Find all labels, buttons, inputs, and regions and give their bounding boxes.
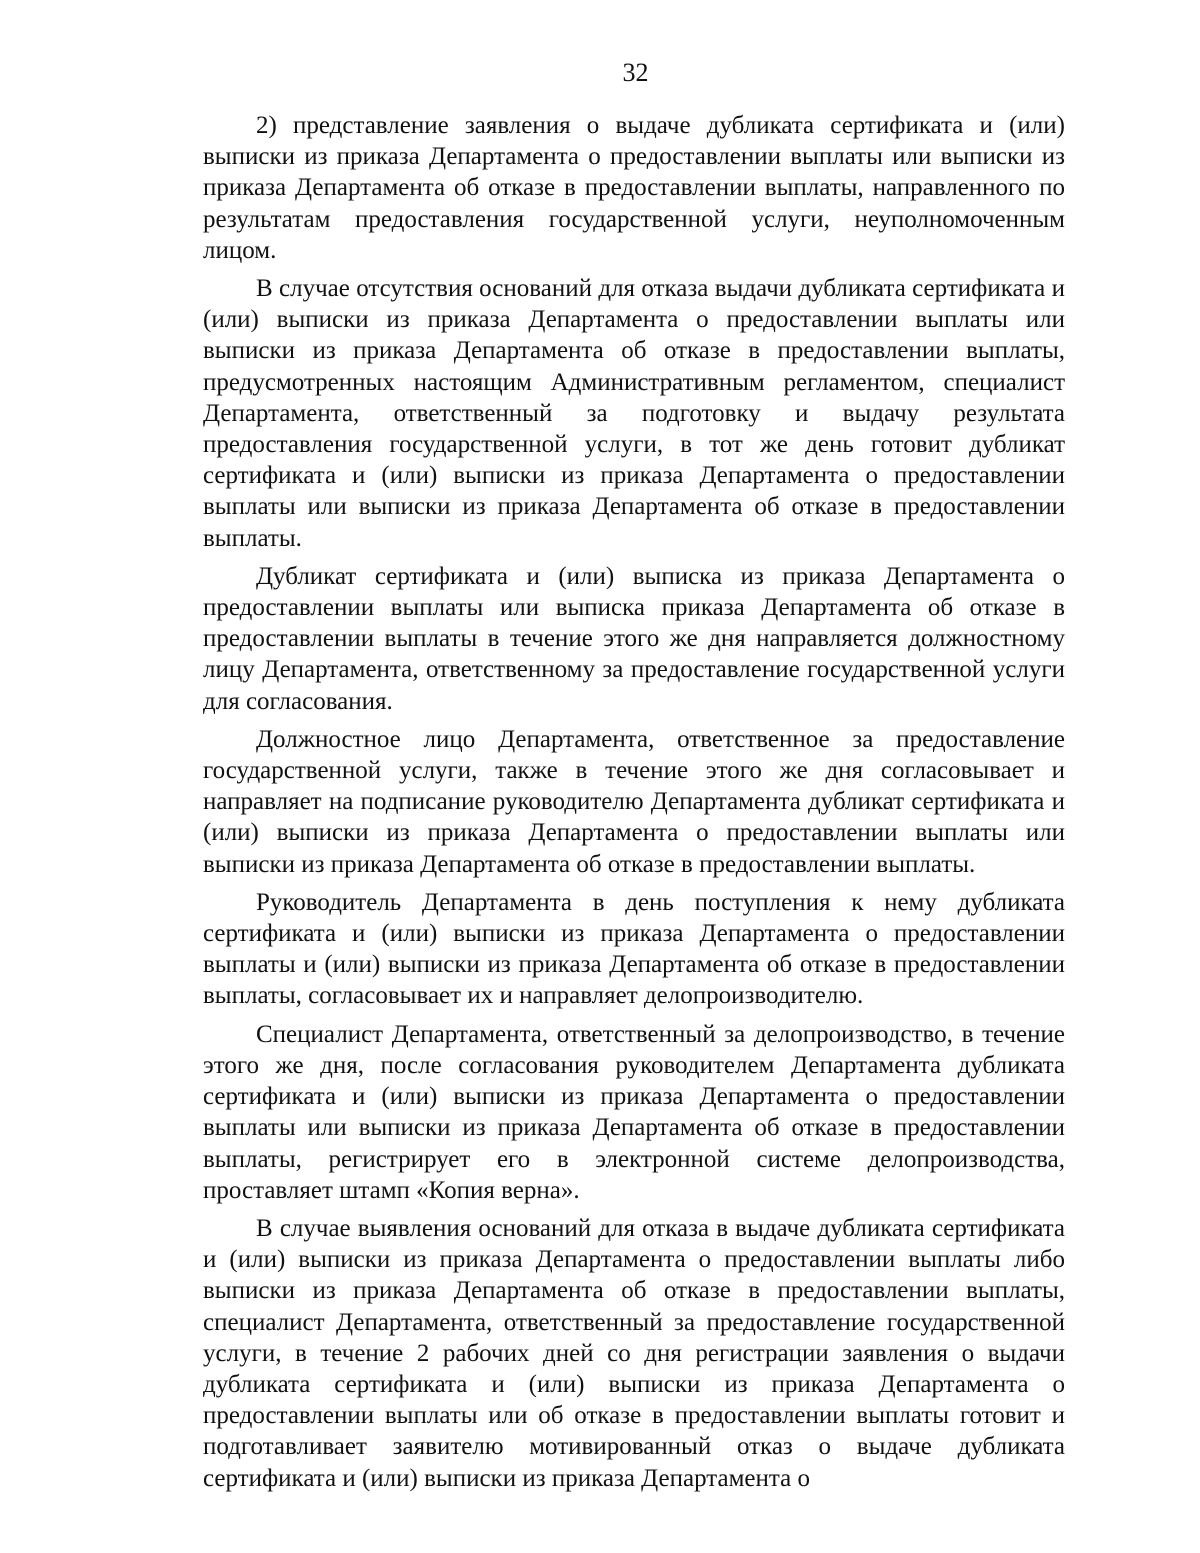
paragraph-5: Руководитель Департамента в день поступления к нему дубликата сертификата и (или) выписки из приказа Департамента о предоставлении выплаты и (или) выписки из приказа Департамента об отказе в предоставлении выплаты, согласовывает их и направляет делопроизводителю. xyxy=(203,888,1065,1010)
paragraph-7: В случае выявления оснований для отказа в выдаче дубликата сертификата и (или) выписки из приказа Департамента о предоставлении выплаты либо выписки из приказа Департамента об отказе в предоставлении выплаты, специалист Департамента, ответственный за предоставление государственной услуги, в течение 2 рабочих дней со дня регистрации заявления о выдачи дубликата сертификата и (или) выписки из приказа Департамента о предоставлении выплаты или об отказе в предоставлении выплаты готовит и подготавливает заявителю мотивированный отказ о выдаче дубликата сертификата и (или) выписки из приказа Департамента о xyxy=(203,1214,1065,1492)
document-body xyxy=(203,110,1065,1501)
paragraph-4: Должностное лицо Департамента, ответственное за предоставление государственной услуги, также в течение этого же дня согласовывает и направляет на подписание руководителю Департамента дубликат сертификата и (или) выписки из приказа Департамента о предоставлении выплаты или выписки из приказа Департамента об отказе в предоставлении выплаты. xyxy=(203,725,1065,878)
page-number: 32 xyxy=(622,58,649,87)
paragraph-2: В случае отсутствия оснований для отказа выдачи дубликата сертификата и (или) выписки из приказа Департамента о предоставлении выплаты или выписки из приказа Департамента об отказе в предоставлении выплаты, предусмотренных настоящим Административным регламентом, специалист Департамента, ответственный за подготовку и выдачу результата предоставления государственной услуги, в тот же день готовит дубликат сертификата и (или) выписки из приказа Департамента о предоставлении выплаты или выписки из приказа Департамента об отказе в предоставлении выплаты. xyxy=(203,275,1065,552)
paragraph-3: Дубликат сертификата и (или) выписка из приказа Департамента о предоставлении выплаты или выписка приказа Департамента об отказе в предоставлении выплаты в течение этого же дня направляется должностному лицу Департамента, ответственному за предоставление государственной услуги для согласования. xyxy=(203,562,1065,715)
paragraph-6: Специалист Департамента, ответственный за делопроизводство, в течение этого же дня, после согласования руководителем Департамента дубликата сертификата и (или) выписки из приказа Департамента о предоставлении выплаты или выписки из приказа Департамента об отказе в предоставлении выплаты, регистрирует его в электронной системе делопроизводства, проставляет штамп «Копия верна». xyxy=(203,1020,1065,1204)
paragraph-1: 2) представление заявления о выдаче дубликата сертификата и (или) выписки из приказа Департамента о предоставлении выплаты или выписки из приказа Департамента об отказе в предоставлении выплаты, направленного по результатам предоставления государственной услуги, неуполномоченным лицом. xyxy=(203,112,1065,264)
